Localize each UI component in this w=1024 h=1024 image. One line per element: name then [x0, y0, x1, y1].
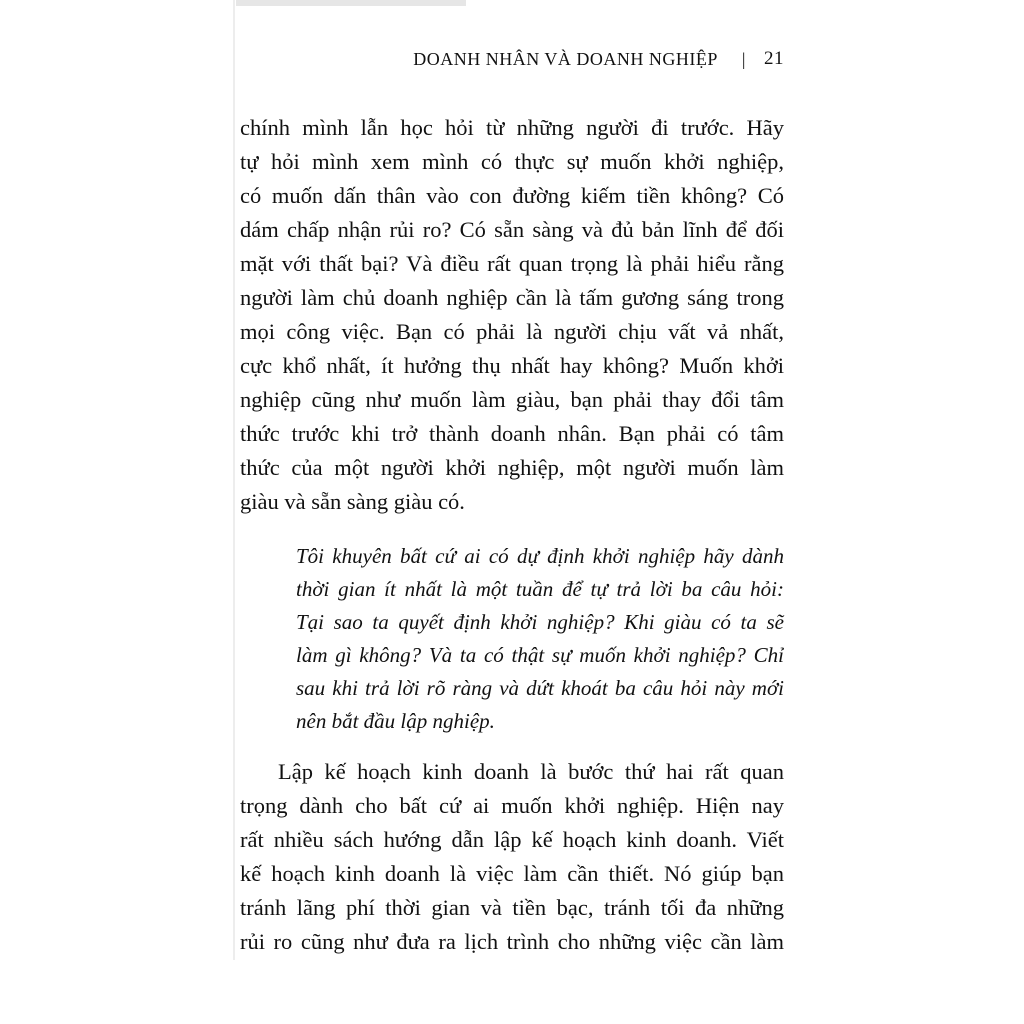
text-line: người làm chủ doanh nghiệp cần là tấm gương sáng trong — [240, 285, 784, 310]
text-line: mọi công việc. Bạn có phải là người chịu vất vả nhất, — [240, 319, 784, 344]
text-line: tự hỏi mình xem mình có thực sự muốn khởi nghiệp, — [240, 149, 784, 174]
page-number: 21 — [764, 48, 784, 69]
quote-line: làm gì không? Và ta có thật sự muốn khởi nghiệp? Chỉ — [296, 643, 784, 667]
chapter-title: DOANH NHÂN VÀ DOANH NGHIỆP — [413, 48, 718, 69]
text-line: thức trước khi trở thành doanh nhân. Bạn phải có tâm — [240, 421, 784, 446]
text-line: rất nhiều sách hướng dẫn lập kế hoạch kinh doanh. Viết — [240, 827, 784, 852]
quote-line: nên bắt đầu lập nghiệp. — [296, 709, 495, 733]
text-line: giàu và sẵn sàng giàu có. — [240, 489, 465, 514]
text-line: thức của một người khởi nghiệp, một người muốn làm — [240, 455, 784, 480]
header-separator: | — [741, 48, 746, 69]
quote-line: sau khi trả lời rõ ràng và dứt khoát ba câu hỏi này mới — [296, 676, 784, 700]
running-head — [380, 44, 784, 74]
quote-line: Tôi khuyên bất cứ ai có dự định khởi nghiệp hãy dành — [296, 544, 784, 568]
text-line: nghiệp cũng như muốn làm giàu, bạn phải thay đổi tâm — [240, 387, 784, 412]
text-line: kế hoạch kinh doanh là việc làm cần thiết. Nó giúp bạn — [240, 861, 784, 886]
text-line: trọng dành cho bất cứ ai muốn khởi nghiệp. Hiện nay — [240, 793, 784, 818]
text-line: tránh lãng phí thời gian và tiền bạc, tránh tối đa những — [240, 895, 784, 920]
text-line: mặt với thất bại? Và điều rất quan trọng là phải hiểu rằng — [240, 251, 784, 276]
scan-edge-top — [236, 0, 466, 6]
quote-line: Tại sao ta quyết định khởi nghiệp? Khi giàu có ta sẽ — [296, 610, 784, 634]
scan-edge-left — [233, 0, 235, 960]
text-line: dám chấp nhận rủi ro? Có sẵn sàng và đủ bản lĩnh để đối — [240, 217, 784, 242]
text-line: có muốn dấn thân vào con đường kiếm tiền không? Có — [240, 183, 784, 208]
text-line: rủi ro cũng như đưa ra lịch trình cho những việc cần làm — [240, 929, 784, 954]
text-line: Lập kế hoạch kinh doanh là bước thứ hai rất quan — [278, 759, 784, 784]
text-line: chính mình lẫn học hỏi từ những người đi trước. Hãy — [240, 115, 784, 140]
quote-line: thời gian ít nhất là một tuần để tự trả lời ba câu hỏi: — [296, 577, 784, 601]
text-line: cực khổ nhất, ít hưởng thụ nhất hay không? Muốn khởi — [240, 353, 784, 378]
